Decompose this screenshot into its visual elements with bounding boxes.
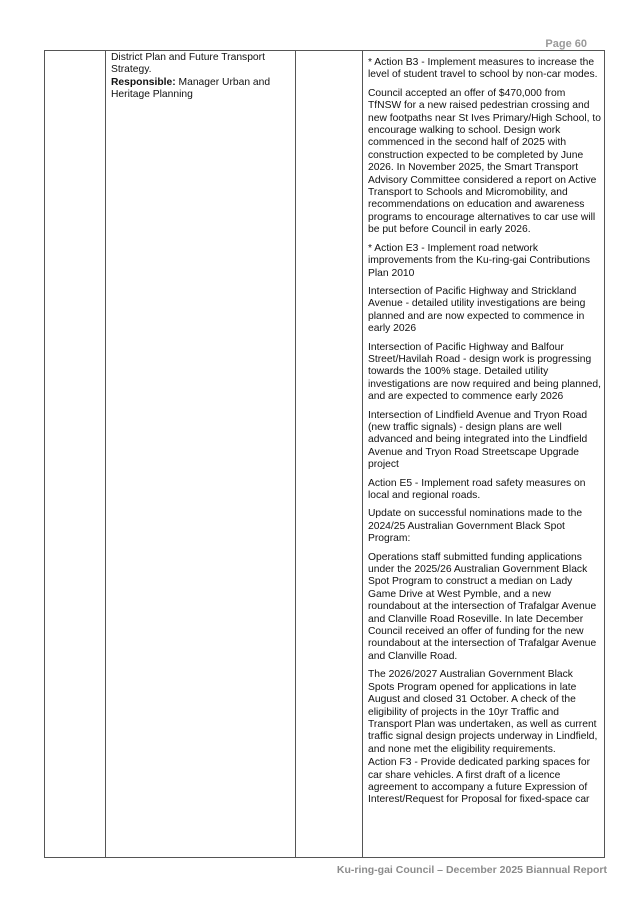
progress-paragraph: Update on successful nominations made to the 2024/25 Australian Government Black Spot Program: bbox=[368, 508, 583, 545]
responsible-line bbox=[111, 77, 291, 102]
progress-paragraph: Intersection of Pacific Highway and Strickland Avenue - detailed utility investigations are being planned and are now expected to commence in early 2026 bbox=[368, 285, 586, 335]
responsible-label: Responsible: bbox=[111, 76, 176, 88]
progress-paragraph: * Action E3 - Implement road network improvements from the Ku-ring-gai Contributions Plan 2010 bbox=[368, 242, 591, 279]
progress-paragraph: * Action B3 - Implement measures to increase the level of student travel to school by non-car modes. bbox=[368, 57, 598, 81]
page-number: Page 60 bbox=[545, 38, 587, 50]
report-footer: Ku-ring-gai Council – December 2025 Biannual Report bbox=[336, 864, 607, 876]
progress-paragraph: The 2026/2027 Australian Government Black Spots Program opened for applications in late August and closed 31 October. A check of the eligibility of projects in the 10yr Traffic and Transport Plan was undertaken, as well as current traffic signal design projects underway in Lindfield, and none met the eligibility requirements. bbox=[368, 669, 598, 755]
table-row bbox=[45, 51, 605, 858]
progress-paragraph: Intersection of Lindfield Avenue and Tryon Road (new traffic signals) - design plans are well advanced and being integrated into the Lindfield Avenue and Tryon Road Streetscape Upgrade project bbox=[368, 409, 588, 471]
progress-paragraph: Action F3 - Provide dedicated parking spaces for car share vehicles. A first draft of a licence agreement to accompany a future Expression of Interest/Request for Proposal for fixed-space car bbox=[368, 757, 591, 806]
description-cell bbox=[106, 51, 296, 858]
responsible-value: Manager Urban and Heritage Planning bbox=[111, 76, 271, 101]
progress-cell bbox=[363, 51, 605, 858]
progress-paragraph: Intersection of Pacific Highway and Balfour Street/Havilah Road - design work is progressing towards the 100% stage. Detailed utility investigations are now required and being planned, and are expected to commence early 2026 bbox=[368, 341, 601, 403]
progress-paragraph: Operations staff submitted funding applications under the 2025/26 Australian Government Black Spot Program to construct a median on Lady Game Drive at West Pymble, and a new roundabout at the intersection of Trafalgar Avenue and Clanville Road Roseville. In late December Council received an offer of funding for the new roundabout at the intersection of Trafalgar Avenue and Clanville Road. bbox=[368, 551, 597, 662]
strategy-text: District Plan and Future Transport Strategy. bbox=[111, 52, 265, 76]
progress-paragraph: Council accepted an offer of $470,000 from TfNSW for a new raised pedestrian crossing and new footpaths near St Ives Primary/High School, to encourage walking to school. Design work commenced in the second half of 2025 with construction expected to be completed by June 2026. In November 2025, the Smart Transport Advisory Committee considered a report on Active Transport to Schools and Micromobility, and recommendations on education and awareness programs to encourage alternatives to car use will be put before Council in early 2026. bbox=[368, 87, 601, 236]
report-table bbox=[44, 50, 605, 858]
empty-cell bbox=[45, 51, 106, 858]
empty-cell bbox=[296, 51, 363, 858]
progress-paragraph: Action E5 - Implement road safety measures on local and regional roads. bbox=[368, 477, 586, 501]
